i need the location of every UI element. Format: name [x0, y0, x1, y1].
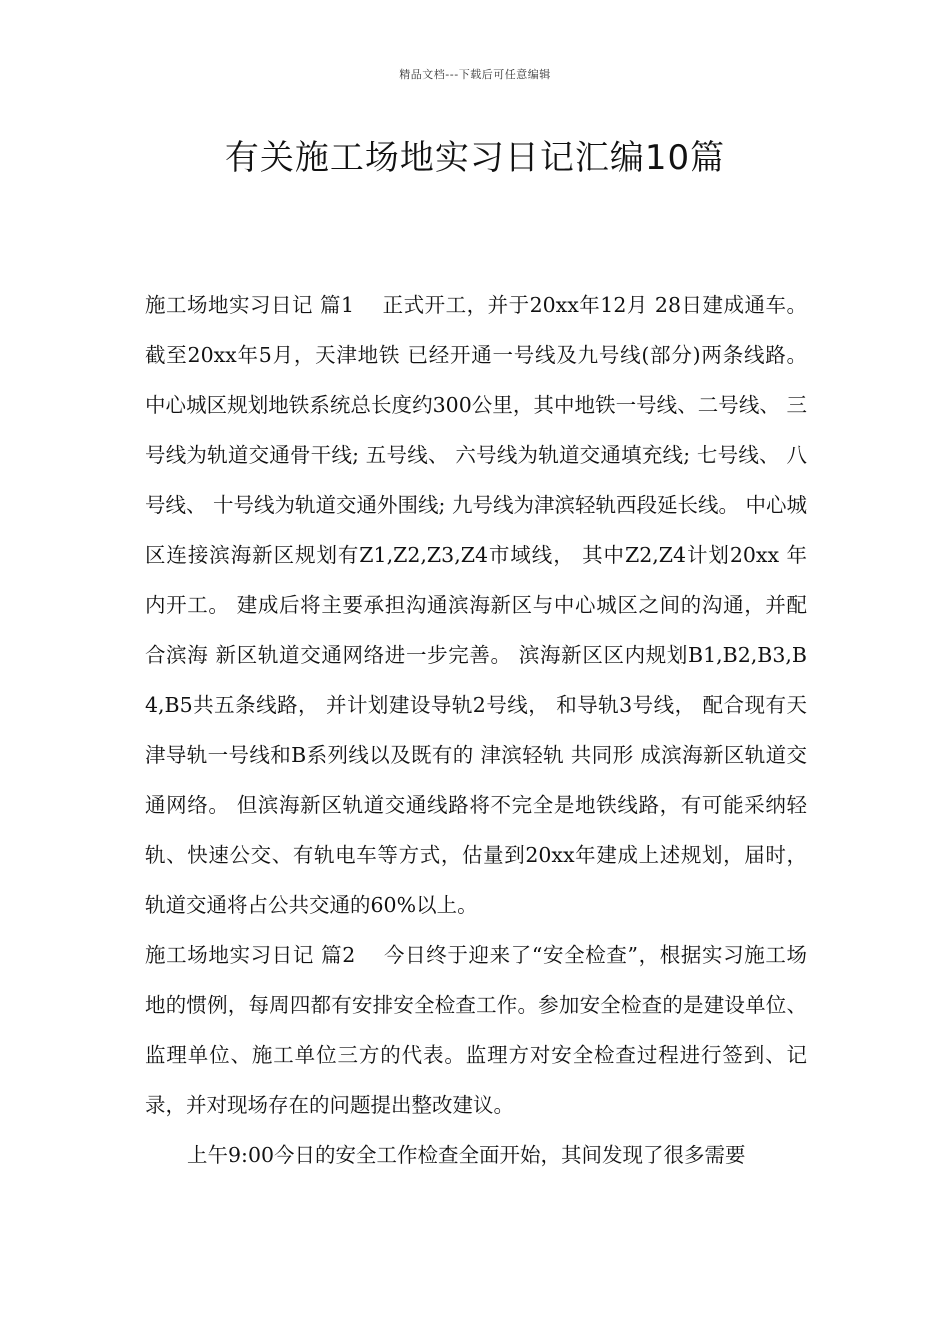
entry-heading-1: 施工场地实习日记 篇1	[145, 293, 355, 317]
entry-text-2: 今日终于迎来了“安全检查”，根据实习施工场地的惯例，每周四都有安排安全检查工作。参加安全检查的是建设单位、监理单位、施工单位三方的代表。监理方对安全检查过程进行签到、记录，并对现场存在的问题提出整改建议。	[145, 943, 807, 1117]
entry-text-1: 正式开工，并于20xx年12月 28日建成通车。截至20xx年5月，天津地铁 已经开通一号线及九号线(部分)两条线路。 中心城区规划地铁系统总长度约300公里，其中地铁一号线、二号线、 三号线为轨道交通骨干线; 五号线、 六号线为轨道交通填充线; 七号线、 八号线、 十号线为轨道交通外围线; 九号线为津滨轻轨西段延长线。 中心城区连接滨海新区规划有Z1,Z2,Z3,Z4市域线， 其中Z2,Z4计划20xx 年内开工。 建成后将主要承担沟通滨海新区与中心城区之间的沟通，并配合滨海 新区轨道交通网络进一步完善。 滨海新区区内规划B1,B2,B3,B4,B5共五条线路， 并计划建设导轨2号线， 和导轨3号线， 配合现有天津导轨一号线和B系列线以及既有的 津滨轻轨 共同形 成滨海新区轨道交通网络。 但滨海新区轨道交通线路将不完全是地铁线路，有可能采纳轻轨、快速公交、有轨电车等方式，估量到20xx年建成上述规划，届时， 轨道交通将占公共交通的60%以上。	[145, 293, 807, 917]
diary-entry-1	[145, 280, 807, 930]
document-body	[145, 280, 807, 1180]
continuation-paragraph: 上午9:00今日的安全工作检查全面开始，其间发现了很多需要	[187, 1143, 746, 1167]
entry-heading-2: 施工场地实习日记 篇2	[145, 943, 356, 967]
document-title: 有关施工场地实习日记汇编10篇	[224, 138, 726, 178]
diary-entry-2	[145, 930, 807, 1130]
header-note: 精品文档---下载后可任意编辑	[399, 68, 551, 81]
